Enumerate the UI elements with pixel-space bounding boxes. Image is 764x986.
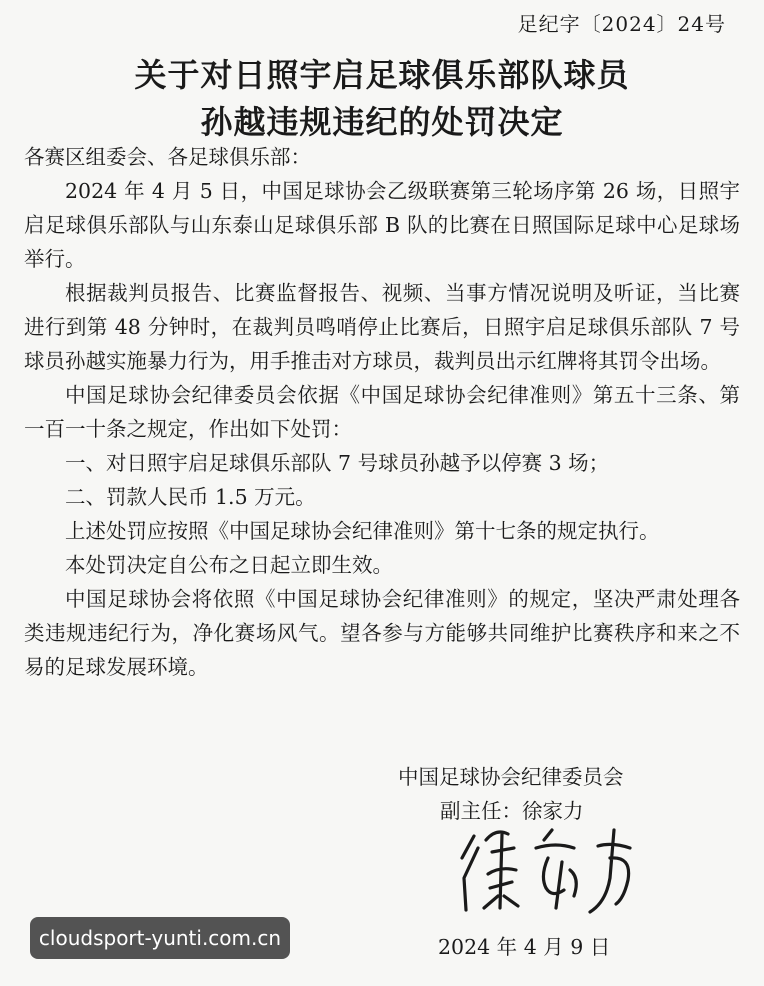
paragraph-basis: 中国足球协会纪律委员会依据《中国足球协会纪律准则》第五十三条、第一百一十条之规定，作出如下处罚：	[24, 383, 740, 441]
paragraph-evidence: 根据裁判员报告、比赛监督报告、视频、当事方情况说明及听证，当比赛进行到第 48 分钟时，在裁判员鸣哨停止比赛后，日照宇启足球俱乐部队 7 号球员孙越实施暴力行为，用手推击对方球员，裁判员出示红牌将其罚令出场。	[24, 281, 740, 373]
paragraph-execution: 上述处罚应按照《中国足球协会纪律准则》第十七条的规定执行。	[65, 519, 660, 543]
handwritten-signature	[452, 818, 652, 922]
signing-organization: 中国足球协会纪律委员会	[398, 765, 624, 789]
paragraph-incident: 2024 年 4 月 5 日，中国足球协会乙级联赛第三轮场序第 26 场，日照宇启足球俱乐部队与山东泰山足球俱乐部 B 队的比赛在日照国际足球中心足球场举行。	[24, 179, 740, 271]
document-title-line-2: 孙越违规违纪的处罚决定	[200, 103, 564, 141]
penalty-item-fine: 二、罚款人民币 1.5 万元。	[65, 485, 316, 509]
source-watermark: cloudsport-yunti.com.cn	[30, 917, 290, 959]
document-number: 足纪字〔2024〕24号	[517, 12, 726, 36]
salutation: 各赛区组委会、各足球俱乐部：	[24, 145, 311, 169]
signing-date: 2024 年 4 月 9 日	[438, 935, 611, 959]
paragraph-statement: 中国足球协会将依照《中国足球协会纪律准则》的规定，坚决严肃处理各类违规违纪行为，净化赛场风气。望各参与方能够共同维护比赛秩序和来之不易的足球发展环境。	[24, 587, 740, 679]
paragraph-effective: 本处罚决定自公布之日起立即生效。	[65, 553, 393, 577]
document-body	[24, 140, 740, 684]
signing-deputy: 副主任：徐家力	[440, 799, 584, 823]
signature-drawing	[452, 818, 652, 918]
document-title-line-1: 关于对日照宇启足球俱乐部队球员	[134, 56, 630, 94]
penalty-item-suspension: 一、对日照宇启足球俱乐部队 7 号球员孙越予以停赛 3 场；	[65, 451, 610, 475]
